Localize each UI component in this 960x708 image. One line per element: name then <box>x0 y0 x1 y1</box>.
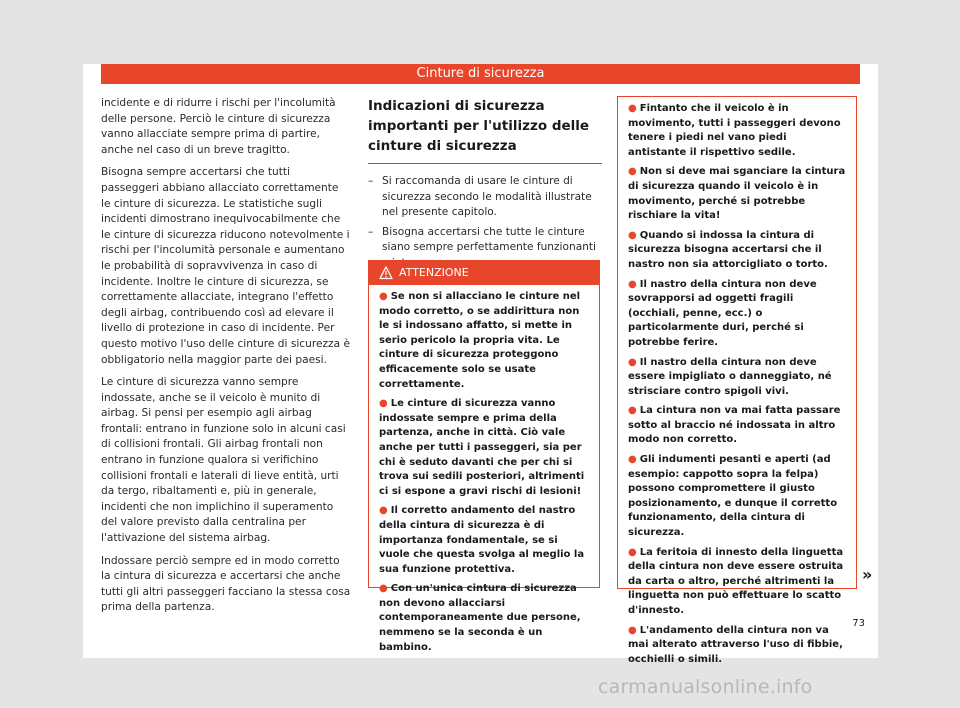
warning-item-text: Il corretto andamento del nastro della cintura di sicurezza è di importanza fondamentale, se si vuole che questa svolga al meglio la sua funzione protettiva. <box>379 505 585 575</box>
warning-item-text: Con un'unica cintura di sicurezza non devono allacciarsi contemporaneamente due persone, nemmeno se la seconda è un bambino. <box>379 583 581 653</box>
warning-header <box>369 261 599 285</box>
bullet-icon: ● <box>628 454 637 466</box>
warning-triangle-icon <box>379 266 393 280</box>
body-text-column <box>101 96 351 623</box>
dash-marker: – <box>368 225 374 238</box>
warning-item-text: La feritoia di innesto della linguetta della cintura non deve essere ostruita da carta o altro, perché altrimenti la linguetta non può effettuare lo scatto d'innesto. <box>628 546 844 616</box>
warning-item-text: Non si deve mai sganciare la cintura di sicurezza quando il veicolo è in movimento, perché si potrebbe rischiare la vita! <box>628 166 846 222</box>
warning-box-continued <box>617 96 857 665</box>
warning-item <box>628 453 848 541</box>
warning-item <box>628 102 848 160</box>
warning-item-text: Gli indumenti pesanti e aperti (ad esempio: cappotto sopra la felpa) possono compromettere il giusto posizionamento, e dunque il corretto funzionamento, della cintura di sicurezza. <box>628 454 838 539</box>
warning-item <box>628 404 848 448</box>
warning-item-text: Il nastro della cintura non deve essere impigliato o danneggiato, né strisciare contro spigoli vivi. <box>628 356 832 397</box>
warning-item <box>379 582 591 655</box>
bullet-icon: ● <box>628 166 637 178</box>
paragraph: Le cinture di sicurezza vanno sempre indossate, anche se il veicolo è munito di airbag. Si pensi per esempio agli airbag frontali: entrano in funzione solo in alcuni casi di collisioni frontali. Gli airbag frontali non entrano in funzione qualora si verifichino collisioni frontali e laterali di lieve entità, urti da tergo, ribaltamenti e, più in generale, incidenti che non implichino il superamento del valore previsto dalla centralina per l'attivazione del sistema airbag. <box>101 376 346 545</box>
warning-item-text: Fintanto che il veicolo è in movimento, tutti i passeggeri devono tenere i piedi nel vano piedi antistante il rispettivo sedile. <box>628 103 841 158</box>
warning-item <box>379 397 591 499</box>
paragraph: Bisogna sempre accertarsi che tutti passeggeri abbiano allacciato correttamente le cinture di sicurezza. Le statistiche sugli incidenti dimostrano inequivocabilmente che le cinture di sicurezza riducono notevolmente i rischi per l'incolumità personale e aumentano le probabilità di sopravvivenza in caso di incidente. Inoltre le cinture di sicurezza, se correttamente allacciate, integrano l'effetto degli airbag, contribuendo così ad elevare il livello di protezione in caso di incidente. Per questo motivo l'uso delle cinture di sicurezza è obbligatorio nella maggior parte dei paesi. <box>101 166 350 366</box>
watermark: carmanualsonline.info <box>598 676 813 698</box>
warning-title: ATTENZIONE <box>399 266 469 279</box>
safety-instructions-column <box>368 96 602 276</box>
list-item-text: Bisogna accertarsi che tutte le cinture siano sempre perfettamente funzionanti <box>382 225 597 254</box>
warning-item <box>379 504 591 577</box>
list-item <box>368 174 602 221</box>
bullet-icon: ● <box>628 624 637 636</box>
warning-item <box>628 229 848 273</box>
warning-item <box>628 546 848 619</box>
bullet-icon: ● <box>628 546 637 558</box>
bullet-icon: ● <box>628 278 637 290</box>
paragraph: Indossare perciò sempre ed in modo corretto la cintura di sicurezza e accertarsi che anche tutti gli altri passeggeri facciano la stessa cosa prima della partenza. <box>101 554 351 614</box>
bullet-icon: ● <box>379 291 388 302</box>
paragraph: incidente e di ridurre i rischi per l'incolumità delle persone. Perciò le cinture di sicurezza vanno allacciate sempre prima di partire, anche nel caso di un breve tragitto. <box>101 97 336 156</box>
warning-item <box>628 278 848 351</box>
dash-marker: – <box>368 175 374 187</box>
warning-item-text: Quando si indossa la cintura di sicurezza bisogna accertarsi che il nastro non sia attorcigliato o torto. <box>628 229 828 270</box>
warning-item-text: La cintura non va mai fatta passare sotto al braccio né indossata in altro modo non corretto. <box>628 405 841 446</box>
warning-box <box>368 260 600 653</box>
section-header-bar <box>101 64 860 84</box>
section-heading: Indicazioni di sicurezza importanti per l'utilizzo delle cinture di sicurezza <box>368 96 602 164</box>
warning-item <box>628 356 848 400</box>
warning-item <box>379 290 591 392</box>
continue-arrow-icon: » <box>862 565 873 584</box>
bullet-icon: ● <box>628 356 637 368</box>
warning-item-text: L'andamento della cintura non va mai alterato attraverso l'uso di fibbie, occhielli o simili. <box>628 624 843 665</box>
bullet-icon: ● <box>379 398 388 410</box>
warning-item-text: Le cinture di sicurezza vanno indossate sempre e prima della partenza, anche in città. Ciò vale anche per tutti i passeggeri, sia per chi è seduto davanti che per chi si trova sui sedili posteriori, altrimenti ci si espone a gravi rischi di lesioni! <box>379 398 585 497</box>
bullet-icon: ● <box>628 103 637 114</box>
warning-item-text: Il nastro della cintura non deve sovrapporsi ad oggetti fragili (occhiali, penne, ecc.) o particolarmente duri, perché si potrebbe ferire. <box>628 278 817 348</box>
section-title: Cinture di sicurezza <box>416 66 545 81</box>
bullet-icon: ● <box>628 229 637 241</box>
warning-body <box>369 285 599 655</box>
bullet-icon: ● <box>379 583 388 595</box>
warning-item <box>628 624 848 668</box>
warning-item-text: Se non si allacciano le cinture nel modo corretto, o se addirittura non le si indossano affatto, si mette in serio pericolo la propria vita. Le cinture di sicurezza proteggono efficacemente solo se usate correttamente. <box>379 291 581 390</box>
instruction-list <box>368 174 602 272</box>
list-item-text: Si raccomanda di usare le cinture di sicurezza secondo le modalità illustrate nel presente capitolo. <box>382 175 592 219</box>
bullet-icon: ● <box>628 405 637 417</box>
page-number: 73 <box>852 618 865 629</box>
bullet-icon: ● <box>379 505 388 517</box>
warning-item <box>628 165 848 223</box>
